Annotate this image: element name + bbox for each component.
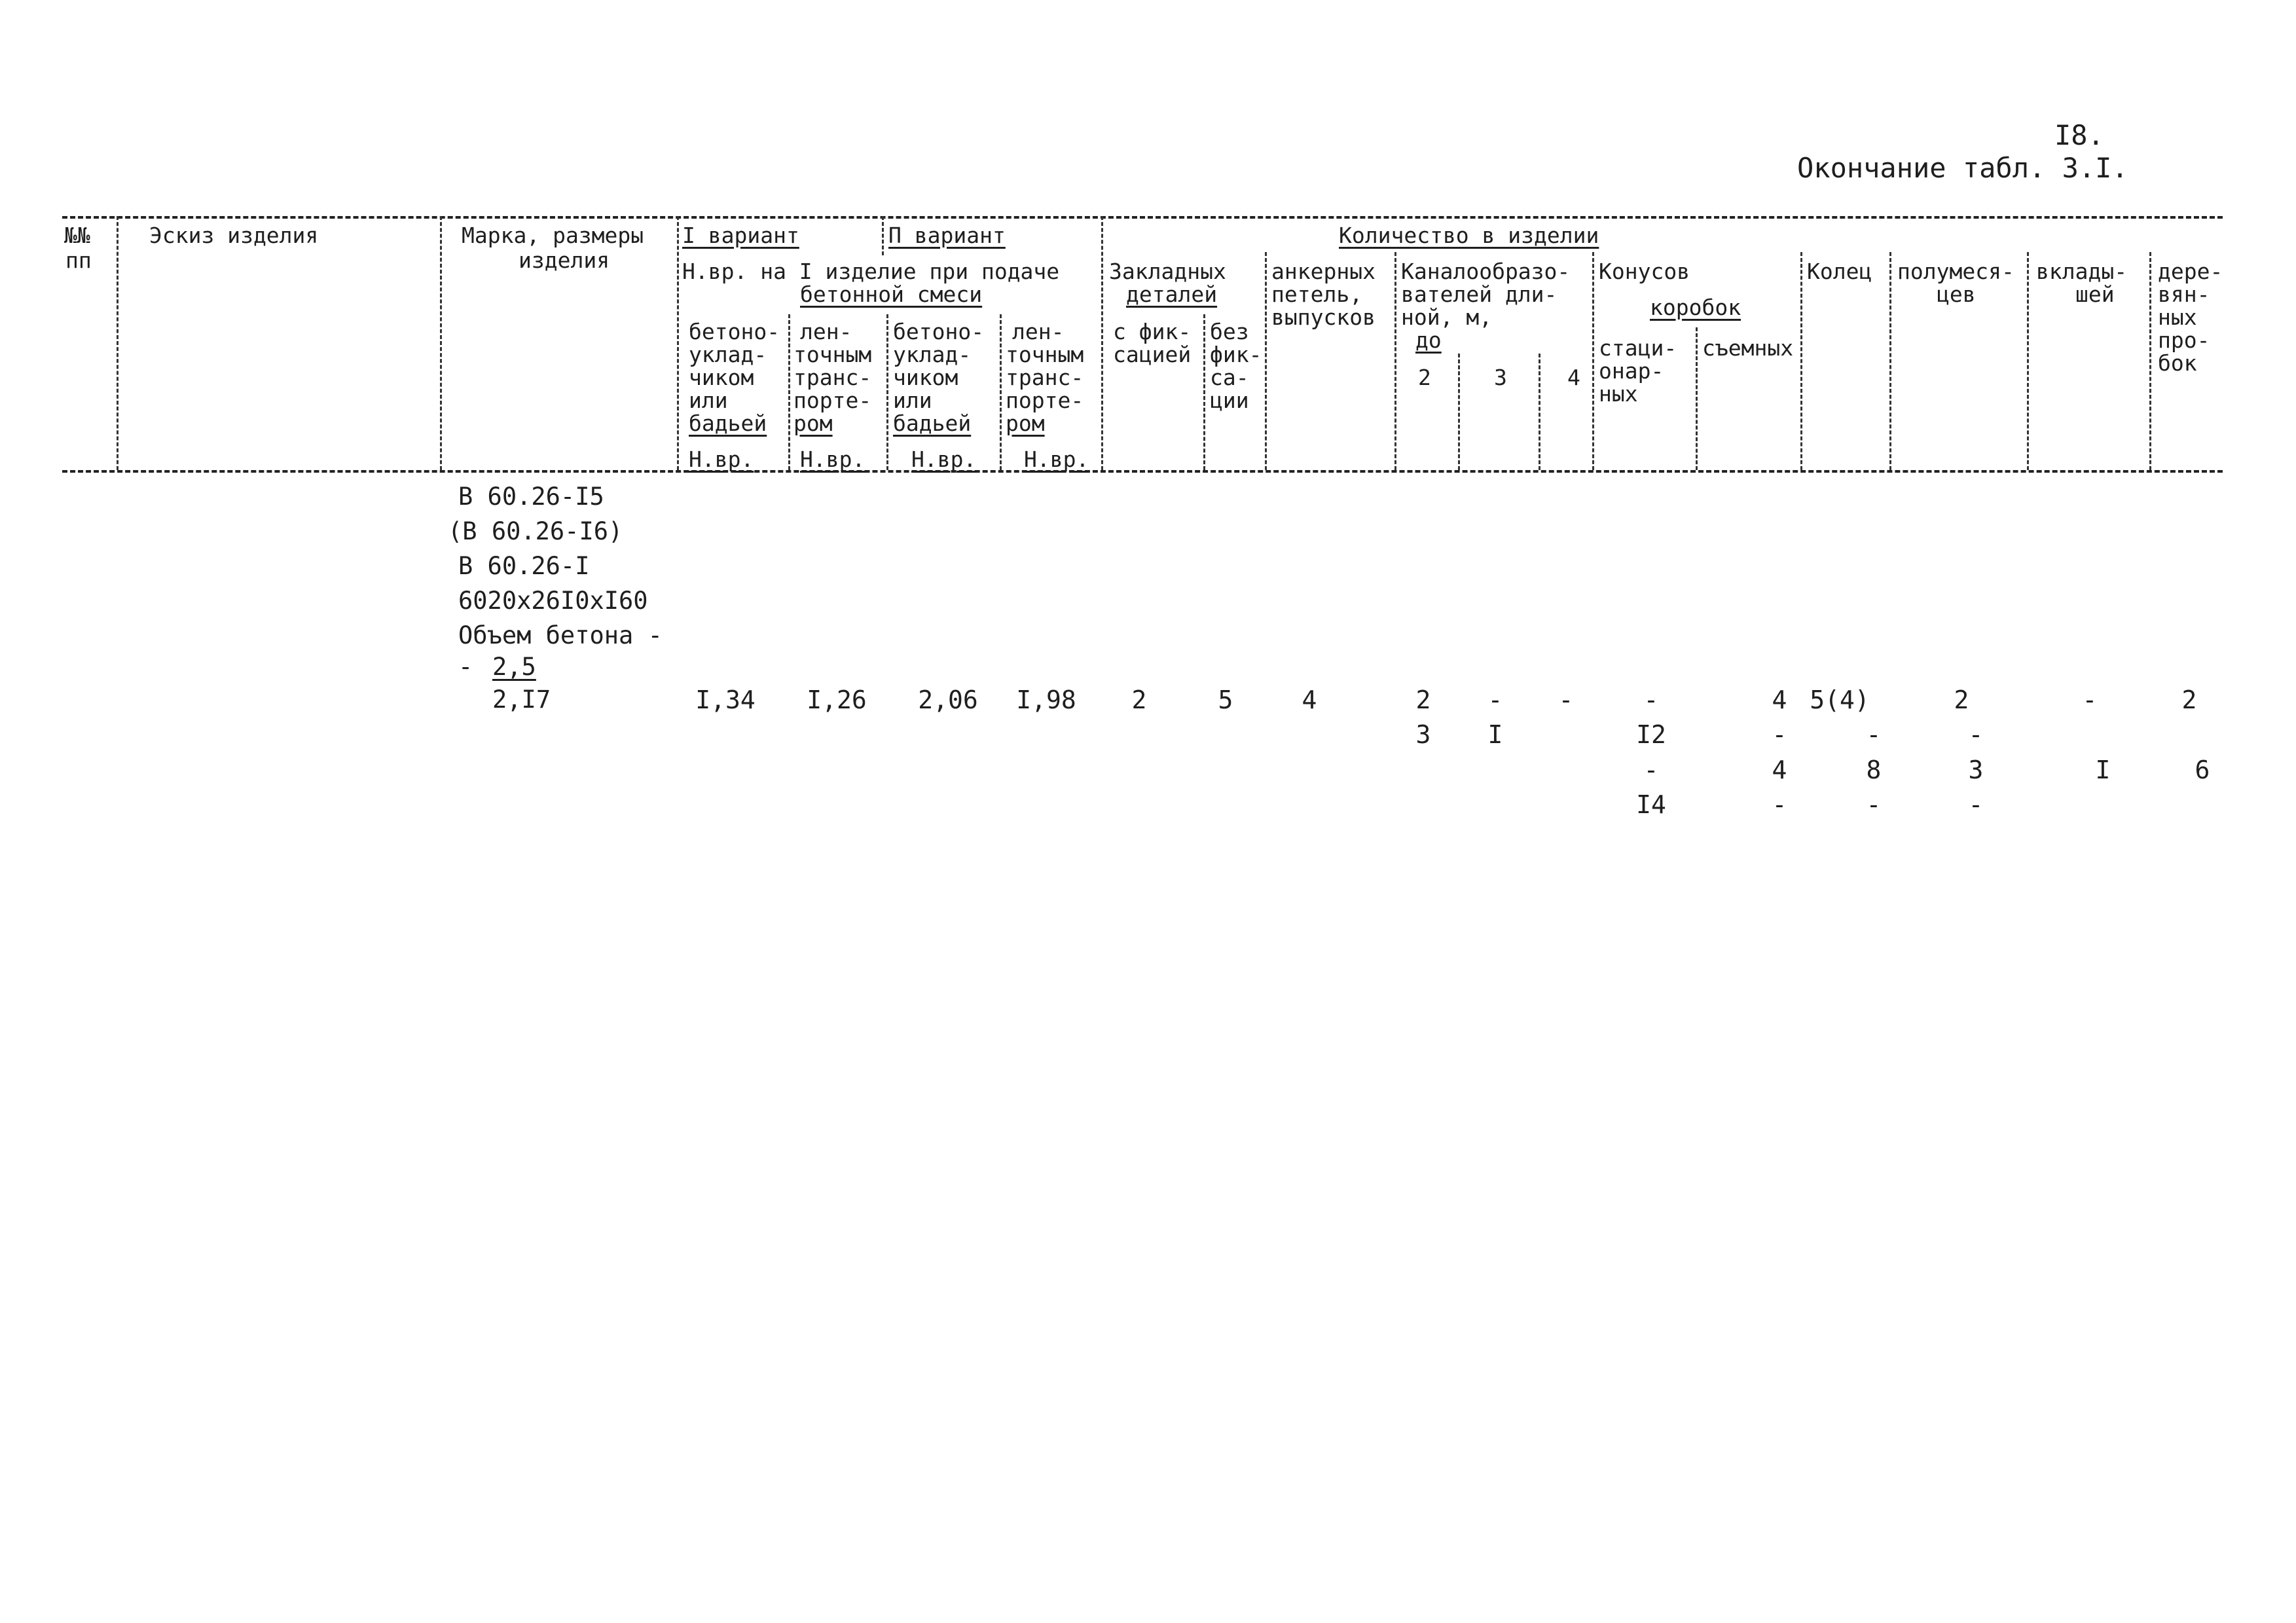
col-separator [788,314,790,470]
cell-len-2: 3 [1415,720,1431,749]
header-col-c-5: бадьей [893,410,972,436]
cell-rings: - [1866,720,1882,749]
header-norm: Н.вр. на I изделие при подаче [682,259,1060,284]
header-quantity: Количество в изделии [1339,223,1599,248]
header-no-fix-3: са- [1210,365,1249,390]
cell-anchor: 4 [1302,685,1317,714]
header-cones: Конусов [1599,259,1690,284]
header-channel-3: ной, м, [1401,304,1493,330]
header-col-c-1: бетоно- [893,319,985,344]
cell-stationary: I2 [1636,720,1666,749]
cell-len-2: 2 [1415,685,1431,714]
cell-removable: - [1772,720,1787,749]
product-volume-dash: - [458,653,473,681]
product-mark-1: В 60.26-I5 [458,483,604,511]
header-no-fix-2: фик- [1210,342,1262,367]
product-mark-3: В 60.26-I [458,552,590,580]
header-number-pp: пп [65,247,92,273]
col-separator [1696,327,1698,470]
header-bottom-rule [62,470,2223,473]
cell-rings: 5(4) [1810,685,1870,714]
header-number: №№ [64,223,90,248]
unit-label-c: Н.вр. [911,447,977,472]
header-col-d-5: ром [1006,410,1045,436]
cell-rings: 8 [1866,756,1882,784]
col-separator [882,216,884,255]
header-len-4: 4 [1567,365,1580,390]
col-separator [677,216,679,470]
cell-removable: 4 [1772,756,1787,784]
header-plugs-5: бок [2158,350,2197,376]
cell-stationary: I4 [1636,790,1666,819]
col-separator [1101,216,1103,470]
cell-with-fix: 2 [1131,685,1147,714]
header-col-d-4: порте- [1006,388,1084,413]
header-col-d-1: лен- [1012,319,1065,344]
header-col-b-2: точным [793,342,872,367]
header-plugs: дере- [2158,259,2223,284]
col-separator [2149,252,2151,470]
header-col-b-3: транс- [793,365,872,390]
header-halfmoon-2: цев [1937,282,1976,307]
header-col-b-4: порте- [793,388,872,413]
product-mark-2: (В 60.26-I6) [448,517,623,545]
header-plugs-4: про- [2158,327,2210,353]
header-col-a-2: уклад- [689,342,767,367]
cell-stationary: - [1643,685,1659,714]
cell-plugs: 6 [2195,756,2210,784]
header-removable: съемных [1702,335,1794,361]
unit-label-d: Н.вр. [1024,447,1089,472]
header-anchor: анкерных [1271,259,1376,284]
cell-norm-d: I,98 [1016,685,1076,714]
header-col-a-5: бадьей [689,410,767,436]
table-caption: Окончание табл. 3.I. [1797,152,2128,184]
header-inserts-2: шей [2075,282,2115,307]
col-separator [2027,252,2029,470]
header-col-c-2: уклад- [893,342,972,367]
cell-len-3: I [1487,720,1503,749]
cell-len-3: - [1487,685,1503,714]
col-separator [1889,252,1891,470]
cell-halfmoon: - [1968,790,1984,819]
header-variant-2: П вариант [888,223,1006,248]
header-col-a-4: или [689,388,728,413]
header-stationary-3: ных [1599,381,1638,407]
product-volume-bottom: 2,I7 [492,685,551,714]
header-col-d-2: точным [1006,342,1084,367]
cell-inserts: I [2095,756,2111,784]
page-number: I8. [2054,119,2104,151]
header-channel: Каналообразо- [1401,259,1571,284]
header-plugs-2: вян- [2158,282,2210,307]
cell-inserts: - [2082,685,2098,714]
cell-rings: - [1866,790,1882,819]
header-mark: Марка, размеры [462,223,644,248]
cell-norm-b: I,26 [807,685,867,714]
cell-halfmoon: - [1968,720,1984,749]
header-no-fix: без [1210,319,1249,344]
header-len-3: 3 [1494,365,1507,390]
col-separator [1265,252,1267,470]
col-separator [1203,314,1205,470]
col-separator [440,216,442,470]
header-col-c-4: или [893,388,932,413]
header-col-b-1: лен- [800,319,852,344]
header-plugs-3: ных [2158,304,2197,330]
cell-removable: - [1772,790,1787,819]
cell-halfmoon: 2 [1954,685,1969,714]
header-rings: Колец [1807,259,1872,284]
header-sketch: Эскиз изделия [149,223,319,248]
header-halfmoon: полумеся- [1897,259,2014,284]
header-len-2: 2 [1418,365,1431,390]
header-top-rule [62,216,2223,219]
col-separator [1800,252,1802,470]
cell-removable: 4 [1772,685,1787,714]
cell-plugs: 2 [2181,685,2197,714]
col-separator [1539,354,1540,470]
header-col-b-5: ром [793,410,833,436]
header-boxes: коробок [1650,295,1741,320]
header-anchor-3: выпусков [1271,304,1376,330]
col-separator [1592,252,1594,470]
header-channel-4: до [1415,327,1442,353]
header-col-c-3: чиком [893,365,958,390]
header-variant-1: I вариант [682,223,799,248]
header-col-d-3: транс- [1006,365,1084,390]
header-channel-2: вателей дли- [1401,282,1558,307]
cell-stationary: - [1643,756,1659,784]
header-col-a-1: бетоно- [689,319,780,344]
col-separator [886,314,888,470]
header-col-a-3: чиком [689,365,754,390]
header-inserts: вклады- [2036,259,2128,284]
header-embedded-2: деталей [1126,282,1218,307]
col-separator [1394,252,1396,470]
col-separator [1000,314,1002,470]
unit-label-b: Н.вр. [800,447,866,472]
col-separator [117,216,118,470]
unit-label-a: Н.вр. [689,447,754,472]
product-dimensions: 6020x26I0xI60 [458,587,648,615]
col-separator [1458,354,1460,470]
cell-halfmoon: 3 [1968,756,1984,784]
header-with-fix-2: сацией [1113,342,1192,367]
header-no-fix-4: ции [1210,388,1249,413]
header-norm-2: бетонной смеси [800,282,983,307]
product-volume-label: Объем бетона - [458,621,663,649]
header-anchor-2: петель, [1271,282,1363,307]
header-embedded: Закладных [1109,259,1226,284]
header-stationary-2: онар- [1599,358,1664,384]
cell-norm-c: 2,06 [918,685,978,714]
header-stationary: стаци- [1599,335,1677,361]
header-mark-2: изделия [519,247,610,273]
header-with-fix: с фик- [1113,319,1192,344]
cell-len-4: - [1558,685,1574,714]
cell-norm-a: I,34 [695,685,756,714]
product-volume-top: 2,5 [492,653,536,681]
cell-no-fix: 5 [1218,685,1233,714]
